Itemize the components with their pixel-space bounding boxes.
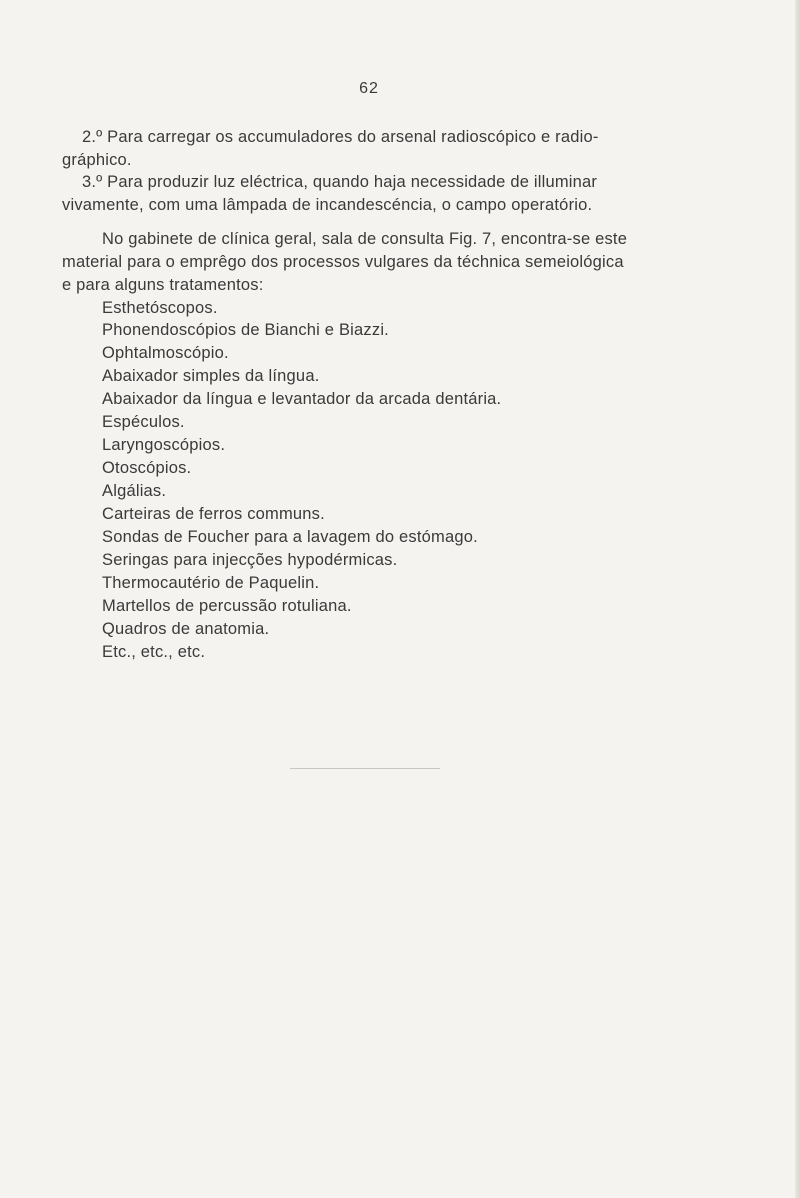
list-item: Esthetóscopos. [102,299,218,317]
paragraph-line: material para o emprêgo dos processos vulgares da téchnica semeiológica [62,253,624,271]
list-item: Otoscópios. [102,459,192,477]
paragraph-line: vivamente, com uma lâmpada de incandescéncia, o campo operatório. [62,196,593,214]
page-number: 62 [359,80,379,97]
list-item: Phonendoscópios de Bianchi e Biazzi. [102,321,389,339]
list-item: Abaixador da língua e levantador da arcada dentária. [102,390,502,408]
list-item: Ophtalmoscópio. [102,344,229,362]
page-edge [795,0,800,1198]
divider [290,768,440,769]
list-item: Abaixador simples da língua. [102,367,320,385]
paragraph-line: 2.º Para carregar os accumuladores do arsenal radioscópico e radio- [82,128,599,146]
paragraph-line: e para alguns tratamentos: [62,276,264,294]
list-item: Quadros de anatomia. [102,620,270,638]
list-item: Carteiras de ferros communs. [102,505,325,523]
list-item: Laryngoscópios. [102,436,226,454]
paragraph-line: 3.º Para produzir luz eléctrica, quando haja necessidade de illuminar [82,173,598,191]
list-item: Etc., etc., etc. [102,643,206,661]
list-item: Algálias. [102,482,167,500]
list-item: Martellos de percussão rotuliana. [102,597,352,615]
list-item: Seringas para injecções hypodérmicas. [102,551,398,569]
list-item: Thermocautério de Paquelin. [102,574,320,592]
list-item: Espéculos. [102,413,185,431]
paragraph-line: gráphico. [62,151,132,169]
paragraph-line: No gabinete de clínica geral, sala de consulta Fig. 7, encontra-se este [102,230,628,248]
list-item: Sondas de Foucher para a lavagem do estómago. [102,528,478,546]
